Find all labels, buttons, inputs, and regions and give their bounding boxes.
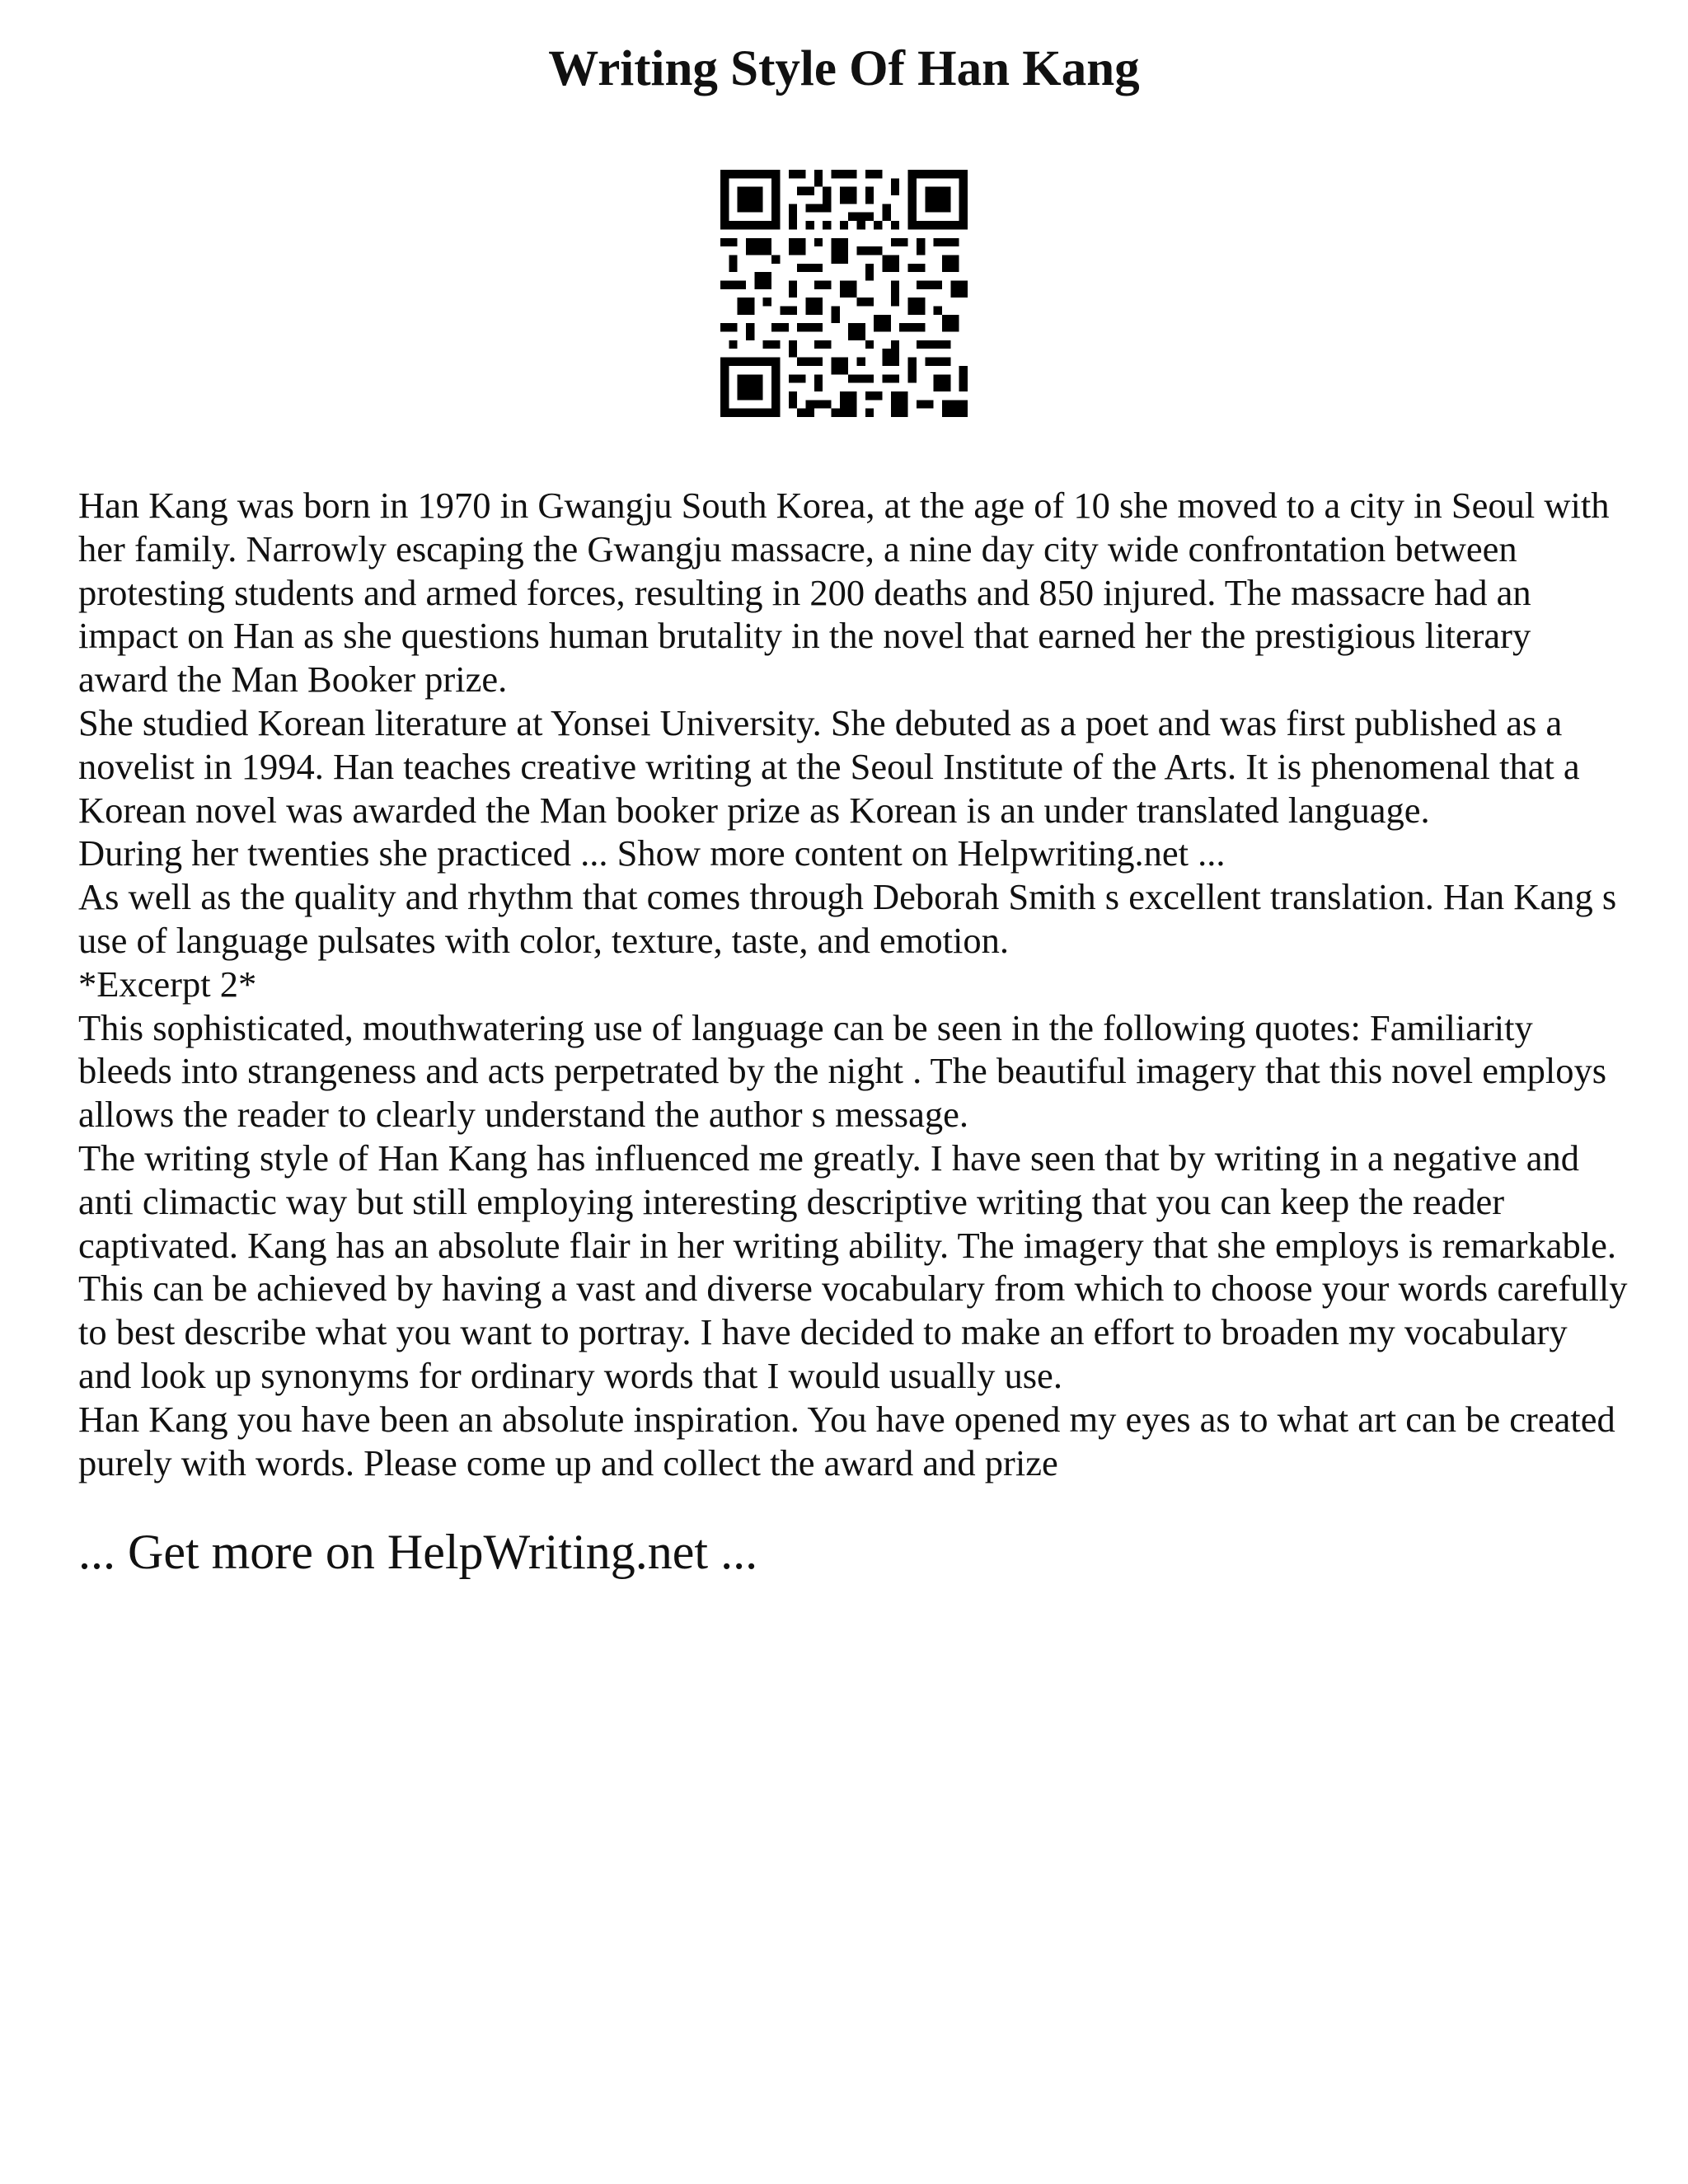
paragraph: The writing style of Han Kang has influenced me greatly. I have seen that by writing in a negative and anti climactic way but still employing interesting descriptive writing that you can keep the reader captivated. Kang has an absolute flair in her writing ability. The imagery that she employs is remarkable. This can be achieved by having a vast and diverse vocabulary from which to choose your words carefully to best describe what you want to portray. I have decided to make an effort to broaden my vocabulary and look up synonyms for ordinary words that I would usually use. xyxy=(78,1137,1628,1396)
paragraph: As well as the quality and rhythm that comes through Deborah Smith s excellent translation. Han Kang s use of language pulsates with color, texture, taste, and emotion. xyxy=(78,876,1617,961)
get-more-link[interactable]: ... Get more on HelpWriting.net ... xyxy=(78,1525,758,1579)
qr-code-icon xyxy=(720,170,968,417)
article-body xyxy=(78,484,1628,1484)
page-title: Writing Style Of Han Kang xyxy=(548,41,1140,96)
paragraph: She studied Korean literature at Yonsei University. She debuted as a poet and was first published as a novelist in 1994. Han teaches creative writing at the Seoul Institute of the Arts. It is phenomenal that a Korean novel was awarded the Man booker prize as Korean is an under translated language. xyxy=(78,701,1580,831)
paragraph: This sophisticated, mouthwatering use of language can be seen in the following quotes: Familiarity bleeds into strangeness and acts perpetrated by the night . The beautiful imagery that this novel employs allows the reader to clearly understand the author s message. xyxy=(78,1006,1607,1136)
paragraph: *Excerpt 2* xyxy=(78,963,257,1005)
paragraph: During her twenties she practiced ... Show more content on Helpwriting.net ... xyxy=(78,832,1226,874)
paragraph: Han Kang was born in 1970 in Gwangju South Korea, at the age of 10 she moved to a city in Seoul with her family. Narrowly escaping the Gwangju massacre, a nine day city wide confrontation between protesting students and armed forces, resulting in 200 deaths and 850 injured. The massacre had an impact on Han as she questions human brutality in the novel that earned her the prestigious literary award the Man Booker prize. xyxy=(78,485,1610,701)
paragraph: Han Kang you have been an absolute inspiration. You have opened my eyes as to what art can be created purely with words. Please come up and collect the award and prize xyxy=(78,1398,1615,1483)
